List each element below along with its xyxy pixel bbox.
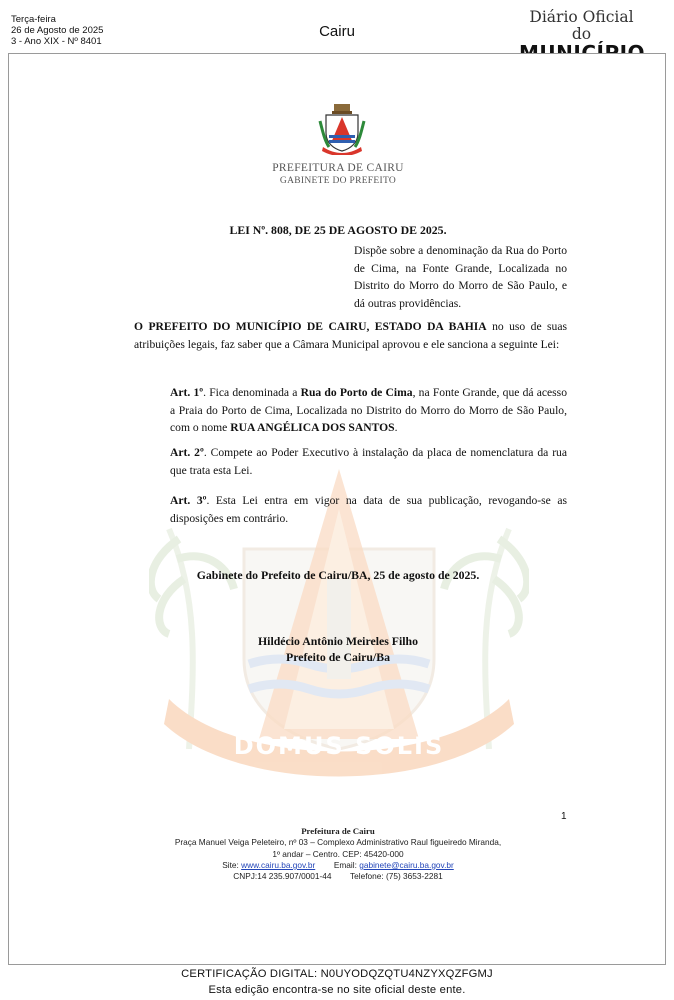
watermark-motto: DOMUS SOLIS	[233, 732, 445, 760]
page-number: 1	[561, 811, 567, 822]
law-title: LEI Nº. 808, DE 25 DE AGOSTO DE 2025.	[229, 223, 447, 237]
certification-code: CERTIFICAÇÃO DIGITAL: N0UYODQZQTU4NZYXQZFGMJ	[181, 968, 493, 980]
email-link[interactable]: gabinete@cairu.ba.gov.br	[359, 859, 454, 870]
article-1-new-name: RUA ANGÉLICA DOS SANTOS	[230, 421, 395, 435]
site-label: Site:	[222, 859, 239, 870]
article-1-text: . Fica denominada a	[203, 386, 301, 399]
brand-top: Diário Oficial do	[529, 8, 634, 43]
article-3	[134, 492, 567, 527]
law-preamble	[134, 318, 567, 353]
footer-address-2: 1º andar – Centro. CEP: 45420-000	[272, 848, 404, 859]
article-1-text-2: , na Fonte Grande, que dá acesso a Praia do Porto de Cima, Localizada no Distrito do Morro do Morro de São Paulo, com o nome	[170, 386, 567, 435]
email-label: Email:	[333, 859, 357, 870]
signature-block	[9, 633, 666, 665]
edition-number: 3 - Ano XIX - Nº 8401	[11, 36, 102, 47]
footer-title: Prefeitura de Cairu	[301, 826, 375, 836]
letterhead-office: PREFEITURA DE CAIRU	[272, 162, 404, 174]
article-1	[134, 384, 567, 437]
article-3-label: Art. 3º	[170, 494, 207, 507]
law-summary: Dispõe sobre a denominação da Rua do Porto de Cima, na Fonte Grande, Localizada no Distrito do Morro do Morro de São Paulo, e dá outras providências.	[354, 244, 567, 310]
digital-certification	[0, 966, 674, 998]
article-1-old-name: Rua do Porto de Cima	[300, 386, 413, 399]
article-3-text: . Esta Lei entra em vigor na data de sua publicação, revogando-se as disposições em contrário.	[170, 494, 567, 525]
article-2-label: Art. 2º	[170, 446, 204, 459]
preamble-text: no uso de suas atribuições legais, faz saber que a Câmara Municipal aprovou e ele sanciona a seguinte Lei:	[134, 320, 567, 351]
article-2	[134, 444, 567, 479]
cnpj: CNPJ:14 235.907/0001-44	[233, 871, 332, 882]
place-and-date: Gabinete do Prefeito de Cairu/BA, 25 de agosto de 2025.	[196, 568, 480, 582]
letterhead-department: GABINETE DO PREFEITO	[279, 176, 397, 186]
masthead	[0, 0, 674, 50]
phone: Telefone: (75) 3653-2281	[350, 871, 443, 882]
document-page	[8, 53, 666, 965]
article-2-text: . Compete ao Poder Executivo à instalação da placa de nomenclatura da rua que trata esta Lei.	[170, 446, 567, 477]
certification-note: Esta edição encontra-se no site oficial deste ente.	[208, 984, 466, 996]
page-footer	[9, 826, 666, 882]
footer-contacts	[9, 860, 666, 871]
weekday: Terça-feira	[11, 14, 56, 25]
footer-ids	[9, 871, 666, 882]
edition-date: 26 de Agosto de 2025	[11, 25, 104, 36]
municipal-crest-icon	[317, 103, 367, 155]
city-name: Cairu	[319, 23, 355, 40]
article-1-end: .	[394, 421, 398, 435]
signer-role: Prefeito de Cairu/Ba	[286, 650, 390, 664]
footer-address-1: Praça Manuel Veiga Peleteiro, nº 03 – Complexo Administrativo Raul figueiredo Miranda,	[174, 837, 502, 848]
letterhead	[9, 162, 666, 186]
article-1-label: Art. 1º	[170, 386, 204, 399]
signer-name: Hildécio Antônio Meireles Filho	[257, 634, 418, 648]
preamble-authority: O PREFEITO DO MUNICÍPIO DE CAIRU, ESTADO DA BAHIA	[134, 320, 487, 333]
site-link[interactable]: www.cairu.ba.gov.br	[241, 859, 316, 870]
